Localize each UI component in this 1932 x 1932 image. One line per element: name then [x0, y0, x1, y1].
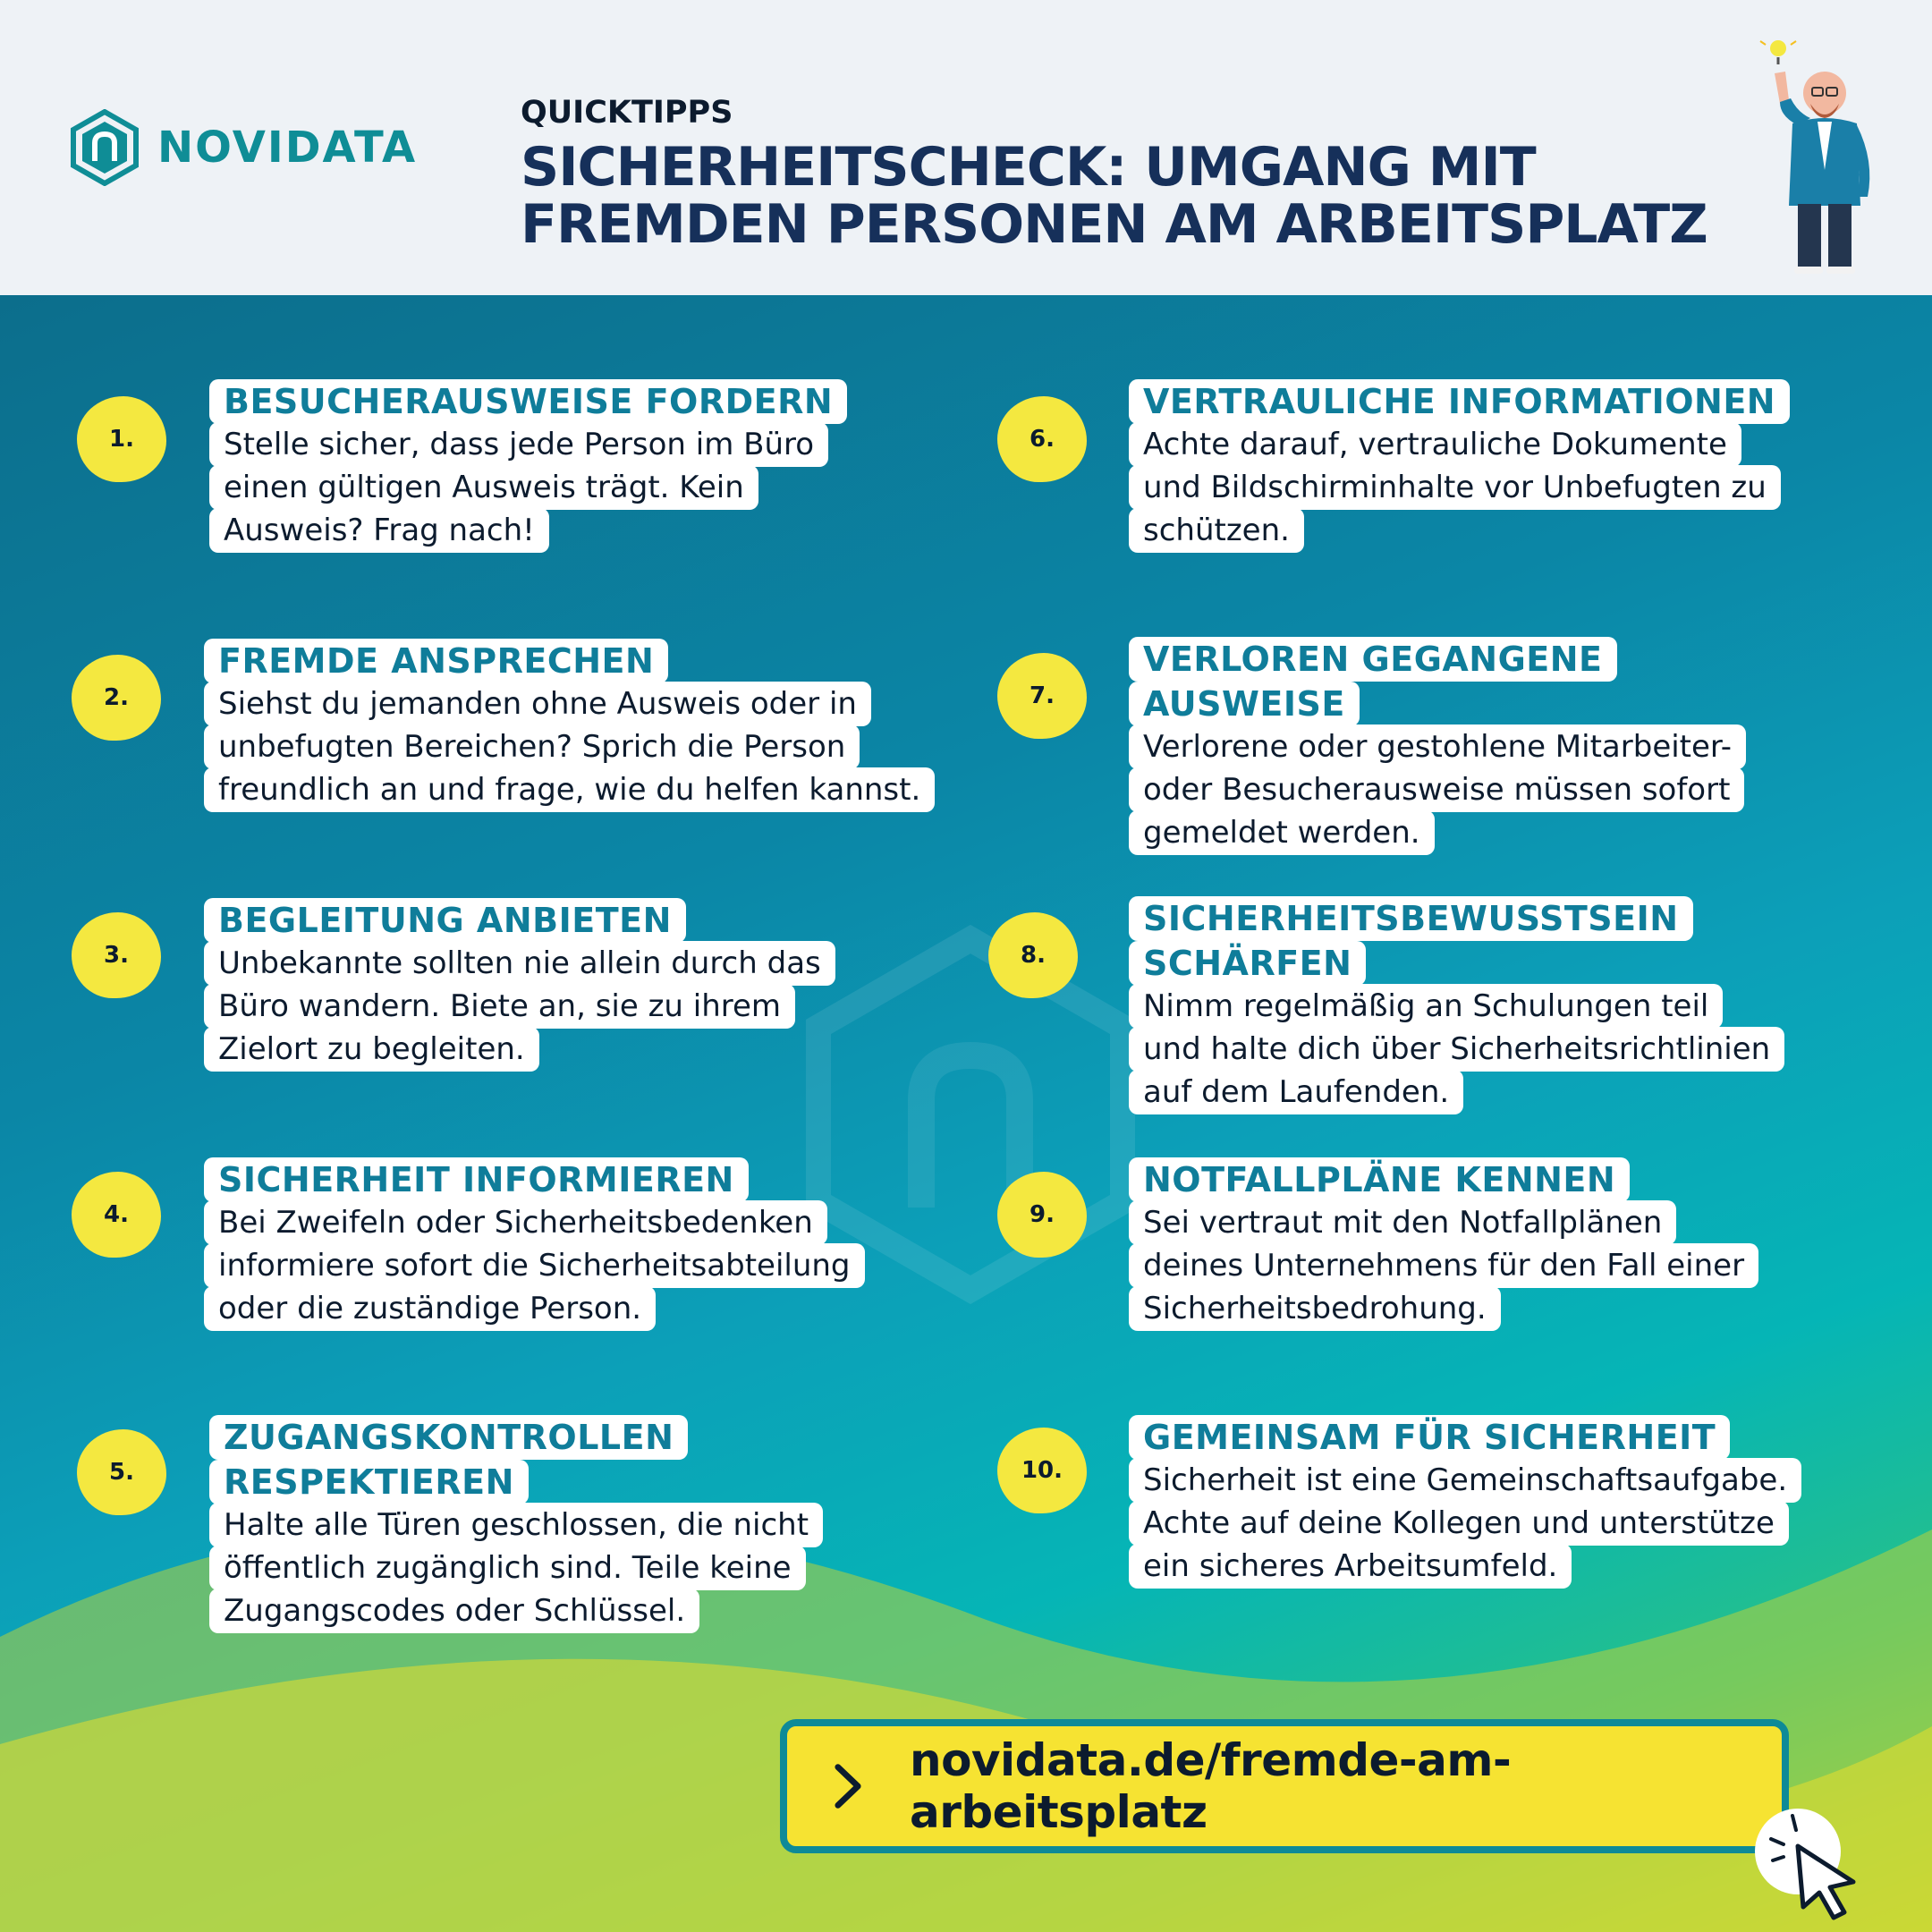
tip-5: [209, 1415, 823, 1633]
tip-7: [1129, 637, 1746, 855]
tip-10: [1129, 1415, 1801, 1589]
tip-number-8: 8.: [988, 912, 1078, 998]
tip-text: Sei vertraut mit den Notfallplänen: [1129, 1200, 1676, 1245]
tip-text: Achte darauf, vertrauliche Dokumente: [1129, 422, 1741, 467]
tip-2: [204, 639, 935, 812]
mascot-illustration: [1735, 36, 1896, 277]
tip-text: Unbekannte sollten nie allein durch das: [204, 941, 835, 986]
tip-number-3: 3.: [72, 912, 161, 998]
tip-text: oder Besucherausweise müssen sofort: [1129, 767, 1744, 812]
tip-number-2: 2.: [72, 655, 161, 741]
tip-1: [209, 379, 847, 553]
tip-text: Halte alle Türen geschlossen, die nicht: [209, 1503, 823, 1547]
tip-title: VERLOREN GEGANGENE: [1129, 637, 1617, 682]
tip-text: schützen.: [1129, 508, 1304, 553]
tip-title: GEMEINSAM FÜR SICHERHEIT: [1129, 1415, 1730, 1460]
tips-panel: [0, 295, 1932, 1932]
tip-text: und halte dich über Sicherheitsrichtlinien: [1129, 1027, 1784, 1072]
tip-text: Ausweis? Frag nach!: [209, 508, 549, 553]
tip-number-6: 6.: [997, 396, 1087, 482]
tip-text: Nimm regelmäßig an Schulungen teil: [1129, 984, 1723, 1029]
tip-text: einen gültigen Ausweis trägt. Kein: [209, 465, 758, 510]
tip-number-1: 1.: [77, 396, 166, 482]
tip-text: auf dem Laufenden.: [1129, 1070, 1463, 1114]
tip-title: RESPEKTIEREN: [209, 1460, 529, 1504]
tip-number-7: 7.: [997, 653, 1087, 739]
tip-text: informiere sofort die Sicherheitsabteilung: [204, 1243, 865, 1288]
tip-number-5: 5.: [77, 1429, 166, 1515]
tip-4: [204, 1157, 865, 1331]
tip-text: Zugangscodes oder Schlüssel.: [209, 1589, 699, 1633]
tip-text: Verlorene oder gestohlene Mitarbeiter-: [1129, 724, 1746, 769]
tip-9: [1129, 1157, 1758, 1331]
tip-text: Sicherheitsbedrohung.: [1129, 1286, 1501, 1331]
tip-title: VERTRAULICHE INFORMATIONEN: [1129, 379, 1790, 424]
tip-text: Zielort zu begleiten.: [204, 1027, 539, 1072]
cta-link-button[interactable]: [780, 1719, 1789, 1853]
tip-text: ein sicheres Arbeitsumfeld.: [1129, 1544, 1572, 1589]
tip-text: deines Unternehmens für den Fall einer: [1129, 1243, 1758, 1288]
tip-title: SCHÄRFEN: [1129, 941, 1366, 986]
tip-number-9: 9.: [997, 1172, 1087, 1258]
tip-title: NOTFALLPLÄNE KENNEN: [1129, 1157, 1630, 1202]
tip-3: [204, 898, 835, 1072]
tip-text: gemeldet werden.: [1129, 810, 1435, 855]
tip-text: Achte auf deine Kollegen und unterstütze: [1129, 1501, 1789, 1546]
tip-text: unbefugten Bereichen? Sprich die Person: [204, 724, 860, 769]
cta-url: novidata.de/fremde-am-arbeitsplatz: [909, 1734, 1512, 1838]
tip-text: Stelle sicher, dass jede Person im Büro: [209, 422, 828, 467]
tip-text: Büro wandern. Biete an, sie zu ihrem: [204, 984, 795, 1029]
title-line-2: FREMDEN PERSONEN AM ARBEITSPLATZ: [521, 193, 1707, 256]
page-title: [521, 136, 1707, 256]
tip-text: Bei Zweifeln oder Sicherheitsbedenken: [204, 1200, 827, 1245]
tip-text: oder die zuständige Person.: [204, 1286, 656, 1331]
brand-name: NOVIDATA: [157, 123, 418, 173]
tip-title: BESUCHERAUSWEISE FORDERN: [209, 379, 847, 424]
tip-title: BEGLEITUNG ANBIETEN: [204, 898, 686, 943]
tip-number-4: 4.: [72, 1172, 161, 1258]
tip-title: AUSWEISE: [1129, 682, 1360, 726]
header: [0, 0, 1932, 295]
cursor-click-icon: [1753, 1807, 1869, 1923]
tip-text: und Bildschirminhalte vor Unbefugten zu: [1129, 465, 1781, 510]
tip-number-10: 10.: [997, 1428, 1087, 1513]
tip-text: Sicherheit ist eine Gemeinschaftsaufgabe.: [1129, 1458, 1801, 1503]
tip-title: SICHERHEITSBEWUSSTSEIN: [1129, 896, 1693, 941]
tip-title: ZUGANGSKONTROLLEN: [209, 1415, 688, 1460]
tip-title: FREMDE ANSPRECHEN: [204, 639, 668, 683]
tip-8: [1129, 896, 1784, 1114]
tip-text: freundlich an und frage, wie du helfen kannst.: [204, 767, 935, 812]
tip-text: öffentlich zugänglich sind. Teile keine: [209, 1546, 806, 1590]
tip-6: [1129, 379, 1790, 553]
hexagon-logo-icon: [70, 109, 140, 186]
kicker: QUICKTIPPS: [521, 95, 733, 131]
title-line-1: SICHERHEITSCHECK: UMGANG MIT: [521, 136, 1536, 199]
tip-title: SICHERHEIT INFORMIEREN: [204, 1157, 749, 1202]
tip-text: Siehst du jemanden ohne Ausweis oder in: [204, 682, 871, 726]
brand-logo[interactable]: [70, 109, 417, 186]
chevron-right-icon: [834, 1763, 863, 1809]
